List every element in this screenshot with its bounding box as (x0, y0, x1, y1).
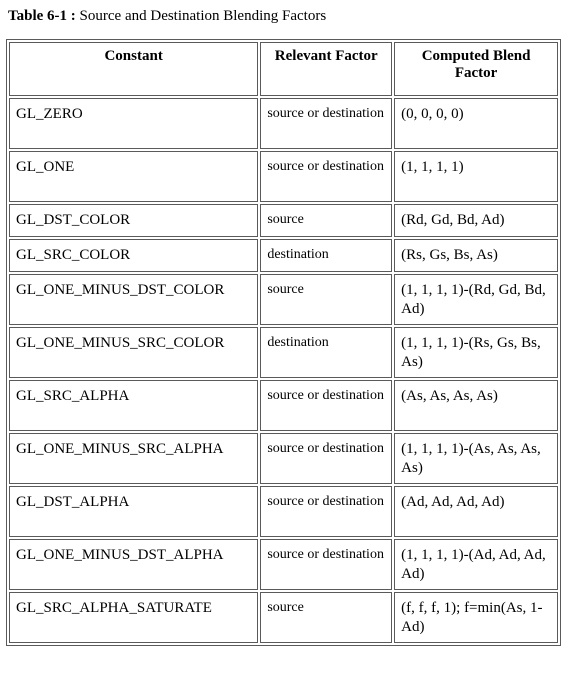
blending-factors-table (6, 39, 561, 646)
table-row (9, 98, 558, 149)
cell-relevant-factor: source or destination (260, 433, 392, 484)
table-row (9, 151, 558, 202)
cell-computed-factor: (Rs, Gs, Bs, As) (394, 239, 558, 272)
cell-computed-factor: (1, 1, 1, 1)-(As, As, As, As) (394, 433, 558, 484)
cell-relevant-factor: destination (260, 327, 392, 378)
cell-relevant-factor: source (260, 592, 392, 643)
table-row (9, 592, 558, 643)
cell-computed-factor: (1, 1, 1, 1) (394, 151, 558, 202)
header-row (9, 42, 558, 96)
cell-relevant-factor: source (260, 204, 392, 237)
cell-constant: GL_SRC_COLOR (9, 239, 258, 272)
cell-constant: GL_DST_ALPHA (9, 486, 258, 537)
table-row (9, 274, 558, 325)
cell-constant: GL_ZERO (9, 98, 258, 149)
table-row (9, 380, 558, 431)
cell-constant: GL_ONE_MINUS_SRC_COLOR (9, 327, 258, 378)
table-row (9, 539, 558, 590)
cell-constant: GL_ONE_MINUS_DST_COLOR (9, 274, 258, 325)
cell-computed-factor: (Ad, Ad, Ad, Ad) (394, 486, 558, 537)
cell-relevant-factor: source or destination (260, 380, 392, 431)
cell-constant: GL_ONE_MINUS_DST_ALPHA (9, 539, 258, 590)
cell-constant: GL_SRC_ALPHA (9, 380, 258, 431)
cell-relevant-factor: source or destination (260, 539, 392, 590)
cell-constant: GL_ONE_MINUS_SRC_ALPHA (9, 433, 258, 484)
cell-computed-factor: (As, As, As, As) (394, 380, 558, 431)
cell-relevant-factor: source or destination (260, 486, 392, 537)
table-title: Source and Destination Blending Factors (75, 8, 327, 24)
cell-computed-factor: (f, f, f, 1); f=min(As, 1-Ad) (394, 592, 558, 643)
cell-computed-factor: (1, 1, 1, 1)-(Rd, Gd, Bd, Ad) (394, 274, 558, 325)
cell-constant: GL_ONE (9, 151, 258, 202)
cell-computed-factor: (0, 0, 0, 0) (394, 98, 558, 149)
cell-relevant-factor: destination (260, 239, 392, 272)
cell-constant: GL_SRC_ALPHA_SATURATE (9, 592, 258, 643)
cell-relevant-factor: source (260, 274, 392, 325)
table-caption (8, 6, 326, 26)
cell-computed-factor: (1, 1, 1, 1)-(Rs, Gs, Bs, As) (394, 327, 558, 378)
table-number: Table 6-1 : (8, 8, 76, 24)
table-row (9, 239, 558, 272)
cell-computed-factor: (1, 1, 1, 1)-(Ad, Ad, Ad, Ad) (394, 539, 558, 590)
cell-computed-factor: (Rd, Gd, Bd, Ad) (394, 204, 558, 237)
table-row (9, 327, 558, 378)
table-row (9, 204, 558, 237)
table-row (9, 433, 558, 484)
cell-constant: GL_DST_COLOR (9, 204, 258, 237)
header-constant: Constant (9, 42, 258, 96)
cell-relevant-factor: source or destination (260, 98, 392, 149)
table-row (9, 486, 558, 537)
header-relevant-factor: Relevant Factor (260, 42, 392, 96)
header-computed-blend-factor: Computed Blend Factor (394, 42, 558, 96)
cell-relevant-factor: source or destination (260, 151, 392, 202)
